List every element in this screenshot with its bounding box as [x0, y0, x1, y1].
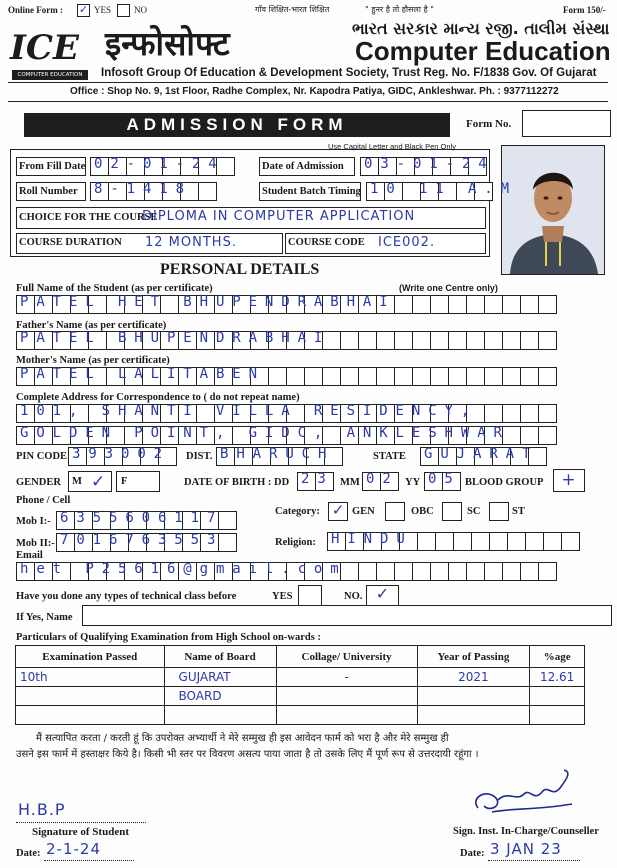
mother-name-value: PATEL LALITABEN: [20, 366, 265, 382]
exam-cell[interactable]: [276, 706, 417, 725]
batch-timing-field[interactable]: [366, 181, 517, 201]
phone-label: Phone / Cell: [16, 495, 71, 506]
exam-cell[interactable]: [164, 706, 276, 725]
mother-name-label: Mother's Name (as per certificate): [16, 355, 170, 366]
dob-yy-value: 05: [428, 471, 461, 487]
address-line-1[interactable]: [16, 404, 556, 423]
gujarati-tagline: ભારત સરકાર માન્ય રજી. તાલીમ સંસ્થા: [352, 19, 610, 38]
student-signature: H.B.P: [18, 800, 66, 819]
roll-number-value: 8-1418: [94, 181, 192, 197]
gender-label: GENDER: [16, 477, 61, 488]
roll-number-field[interactable]: [90, 182, 216, 201]
state-value: GUJARAT: [424, 446, 539, 462]
exam-cell[interactable]: BOARD: [164, 687, 276, 706]
dob-mm-field[interactable]: [362, 472, 398, 491]
course-choice-label: CHOICE FOR THE COURSE: [19, 212, 158, 223]
exam-cell[interactable]: 10th: [16, 668, 165, 687]
gender-male-label: M: [72, 476, 82, 487]
english-institute-name: Computer Education: [355, 36, 611, 66]
address-line-2[interactable]: [16, 426, 556, 445]
state-field[interactable]: [420, 447, 546, 466]
exam-col-university: Collage/ University: [276, 646, 417, 668]
mother-name-field[interactable]: [16, 367, 556, 386]
course-duration-label: COURSE DURATION: [19, 237, 122, 248]
centre-note: (Write one Centre only): [399, 283, 498, 293]
cat-obc-checkbox[interactable]: [385, 502, 405, 521]
online-no-label: NO: [134, 5, 147, 15]
father-name-field[interactable]: [16, 331, 556, 350]
exam-table: [15, 645, 585, 725]
blood-group-label: BLOOD GROUP: [465, 477, 544, 488]
logo-tagline: COMPUTER EDUCATION: [12, 70, 88, 80]
tech-yes-label: YES: [272, 591, 293, 602]
form-title: ADMISSION FORM: [24, 113, 450, 137]
from-fill-date-label: From Fill Date: [16, 157, 86, 176]
exam-cell[interactable]: GUJARAT: [164, 668, 276, 687]
institute-date-value: 3 JAN 23: [490, 840, 562, 858]
student-signature-line: [16, 822, 146, 823]
ice-logo: [8, 26, 88, 82]
address-line-2-value: GOLDEN POINT, GIDC, ANKLESHWAR: [20, 425, 510, 441]
declaration-line-1: मैं सत्यापित करता / करती हूं कि उपरोक्त अभ्यार्थी ने मेरे सम्मुख ही इस आवेदन फार्म को भरा है और मेरे सम्मुख ही: [36, 733, 449, 744]
office-address: Office : Shop No. 9, 1st Floor, Radhe Complex, Nr. Kapodra Patiya, GIDC, Ankleshwar. Ph. : 9377112272: [70, 86, 559, 97]
student-signature-label: Signature of Student: [32, 826, 129, 838]
exam-cell[interactable]: [16, 706, 165, 725]
course-choice-value: DIPLOMA IN COMPUTER APPLICATION: [142, 209, 416, 224]
course-duration-value: 12 MONTHS.: [145, 235, 237, 250]
table-row: [16, 668, 585, 687]
institute-signature-label: Sign. Inst. In-Charge/Counseller: [453, 826, 599, 837]
form-fee: Form 150/-: [563, 5, 606, 15]
full-name-value: PATEL HET BHUPENDRABHAI: [20, 294, 396, 310]
dob-yy-field[interactable]: [424, 472, 460, 491]
exam-col-percent: %age: [530, 646, 585, 668]
batch-timing-value: 10 11 A.M: [370, 181, 517, 197]
state-label: STATE: [373, 451, 406, 462]
from-fill-date-field[interactable]: [90, 157, 234, 176]
if-yes-name-field[interactable]: [82, 605, 612, 626]
mob1-label: Mob I:-: [16, 516, 51, 527]
form-no-field[interactable]: [522, 110, 611, 137]
dist-value: BHARUCH: [220, 446, 335, 462]
dob-dd-value: 23: [301, 471, 334, 487]
personal-details-heading: PERSONAL DETAILS: [160, 261, 320, 278]
student-date-label: Date:: [16, 848, 41, 859]
email-field[interactable]: [16, 562, 556, 581]
tech-yes-checkbox[interactable]: [298, 585, 322, 606]
pin-code-field[interactable]: [68, 447, 176, 466]
mob2-label: Mob II:-: [16, 538, 55, 549]
cat-st-checkbox[interactable]: [489, 502, 509, 521]
course-choice-field[interactable]: [16, 207, 486, 229]
cat-st-label: ST: [512, 506, 525, 517]
mob1-value: 6355606117: [60, 510, 224, 526]
pin-code-label: PIN CODE: [16, 451, 68, 462]
roll-number-label: Roll Number: [16, 182, 86, 201]
mob2-field[interactable]: [56, 533, 236, 552]
slogan-right: " हुनर है तो हौसला है ": [365, 5, 434, 14]
online-yes-checkbox[interactable]: ✓: [78, 4, 89, 16]
society-line: Infosoft Group Of Education & Development Society, Trust Reg. No. F/1838 Gov. Of Gujarat: [101, 67, 597, 79]
religion-value: HINDU: [331, 531, 413, 547]
category-label: Category:: [275, 506, 320, 517]
email-value: het P25616@gmail.com: [20, 561, 347, 577]
full-name-field[interactable]: [16, 295, 556, 314]
dist-label: DIST.: [186, 451, 213, 462]
exam-cell[interactable]: [417, 706, 530, 725]
exam-col-passed: Examination Passed: [16, 646, 165, 668]
student-photo: [501, 145, 605, 275]
course-duration-field[interactable]: [16, 233, 283, 254]
exam-col-year: Year of Passing: [417, 646, 530, 668]
gender-check-icon: ✓: [91, 472, 106, 491]
exam-cell[interactable]: [417, 687, 530, 706]
tech-class-question: Have you done any types of technical class before: [16, 591, 237, 602]
student-date-value: 2-1-24: [46, 840, 101, 858]
tech-no-label: NO.: [344, 591, 363, 602]
table-row: [16, 687, 585, 706]
exam-cell[interactable]: 2021: [417, 668, 530, 687]
gender-male-box[interactable]: [68, 471, 112, 492]
full-name-label: Full Name of the Student (as per certificate): [16, 283, 213, 294]
religion-field[interactable]: [327, 532, 579, 551]
exam-cell[interactable]: [16, 687, 165, 706]
course-code-field[interactable]: [285, 233, 486, 254]
online-form-label: Online Form :: [8, 5, 63, 15]
dob-dd-label: DATE OF BIRTH : DD: [184, 477, 290, 488]
address-label: Complete Address for Correspondence to ( do not repeat name): [16, 392, 300, 403]
institute-date-label: Date:: [460, 848, 485, 859]
institute-date-line: [488, 860, 580, 861]
exam-cell[interactable]: [276, 687, 417, 706]
gender-female-box[interactable]: [116, 471, 160, 492]
dob-mm-value: 02: [366, 471, 399, 487]
exam-cell[interactable]: -: [276, 668, 417, 687]
course-code-value: ICE002.: [378, 235, 436, 250]
cat-gen-checkbox[interactable]: ✓: [328, 502, 348, 521]
table-row: [16, 706, 585, 725]
pin-code-value: 393002: [72, 446, 170, 462]
date-of-admission-label: Date of Admission: [259, 157, 355, 176]
date-of-admission-field[interactable]: [360, 156, 495, 176]
cat-gen-label: GEN: [352, 506, 375, 517]
exam-col-board: Name of Board: [164, 646, 276, 668]
date-of-admission-value: 03-01-24: [364, 156, 495, 172]
exam-heading: Particulars of Qualifying Examination from High School on-wards :: [16, 632, 321, 643]
declaration-line-2: उसने इस फार्म में हस्ताक्षर किये है। किसी भी स्तर पर विवरण असत्य पाया जाता है तो उसके लिए मैं पूर्ण रूप से उत्तरदायी रहूंगा ।: [16, 749, 479, 760]
tech-no-checkbox[interactable]: ✓: [366, 585, 399, 606]
dob-mm-label: MM: [340, 477, 360, 488]
batch-timing-label: Student Batch Timing: [259, 182, 361, 201]
exam-cell[interactable]: [530, 706, 585, 725]
header-divider-2: [8, 101, 608, 102]
slogan-left: गाँव शिक्षित-भारत शिक्षित: [255, 5, 330, 14]
mob2-value: 7016763553: [60, 532, 224, 548]
exam-cell[interactable]: 12.61: [530, 668, 585, 687]
header-divider: [8, 82, 608, 83]
course-code-label: COURSE CODE: [288, 237, 365, 248]
exam-cell[interactable]: [530, 687, 585, 706]
dist-field[interactable]: [216, 447, 342, 466]
online-no-checkbox[interactable]: [117, 4, 130, 17]
hindi-institute-name: इन्फोसोफ्ट: [105, 24, 230, 63]
address-line-1-value: 101, SHANTI VILLA RESIDENCY,: [20, 403, 478, 419]
form-no-label: Form No.: [466, 118, 512, 130]
gender-female-label: F: [121, 476, 128, 487]
mob1-field[interactable]: [56, 511, 236, 530]
email-label: Email: [16, 550, 43, 561]
cat-sc-label: SC: [467, 506, 481, 517]
logo-text: ICE: [10, 28, 79, 68]
cat-sc-checkbox[interactable]: [442, 502, 462, 521]
pen-note: Use Capital Letter and Black Pen Only: [328, 142, 456, 151]
religion-label: Religion:: [275, 537, 316, 548]
father-name-value: PATEL BHUPENDRABHAI: [20, 330, 331, 346]
online-yes-label: YES: [94, 5, 112, 15]
institute-signature: [468, 768, 578, 823]
father-name-label: Father's Name (as per certificate): [16, 320, 167, 331]
student-date-line: [44, 860, 134, 861]
cat-obc-label: OBC: [411, 506, 434, 517]
if-yes-name-label: If Yes, Name: [16, 612, 73, 623]
from-fill-date-value: 02-01-24: [94, 156, 225, 172]
dob-yy-label: YY: [405, 477, 421, 488]
blood-group-field[interactable]: +: [553, 469, 585, 492]
dob-dd-field[interactable]: [297, 472, 333, 491]
